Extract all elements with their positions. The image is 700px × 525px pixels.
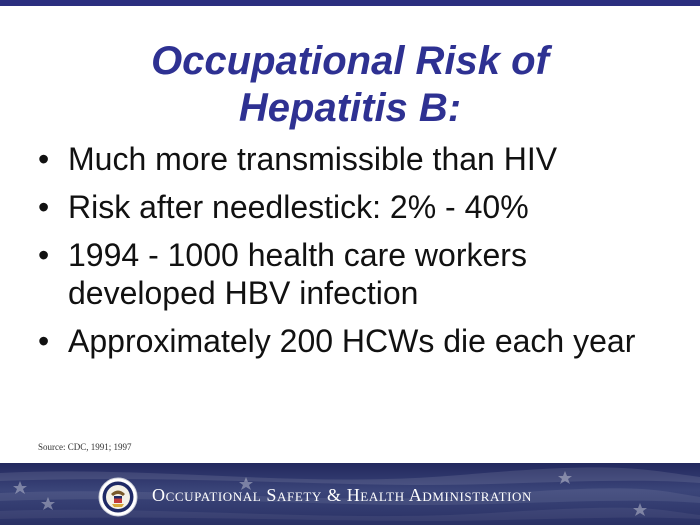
slide-title-line-1: Occupational Risk of <box>151 39 549 83</box>
bullet-item <box>38 188 678 226</box>
bullet-text: 1994 - 1000 health care workers developed HBV infection <box>68 237 527 311</box>
top-rule <box>0 0 700 6</box>
bullet-item <box>38 236 678 312</box>
slide-title <box>0 38 700 132</box>
slide-title-line-2: Hepatitis B: <box>238 86 462 130</box>
bullet-text: Risk after needlestick: 2% - 40% <box>68 189 529 225</box>
bullet-item <box>38 140 678 178</box>
bullet-text: Much more transmissible than HIV <box>68 141 558 177</box>
source-citation: Source: CDC, 1991; 1997 <box>38 442 132 452</box>
bullet-marker: • <box>38 323 50 359</box>
organization-name: Occupational Safety & Health Administration <box>152 485 533 505</box>
bullet-marker: • <box>38 141 50 177</box>
bullet-marker: • <box>38 237 50 273</box>
bullet-text: Approximately 200 HCWs die each year <box>68 323 636 359</box>
department-of-labor-seal-icon <box>98 477 138 517</box>
bullet-marker: • <box>38 189 50 225</box>
bullet-list <box>38 140 678 370</box>
bullet-item <box>38 322 678 360</box>
